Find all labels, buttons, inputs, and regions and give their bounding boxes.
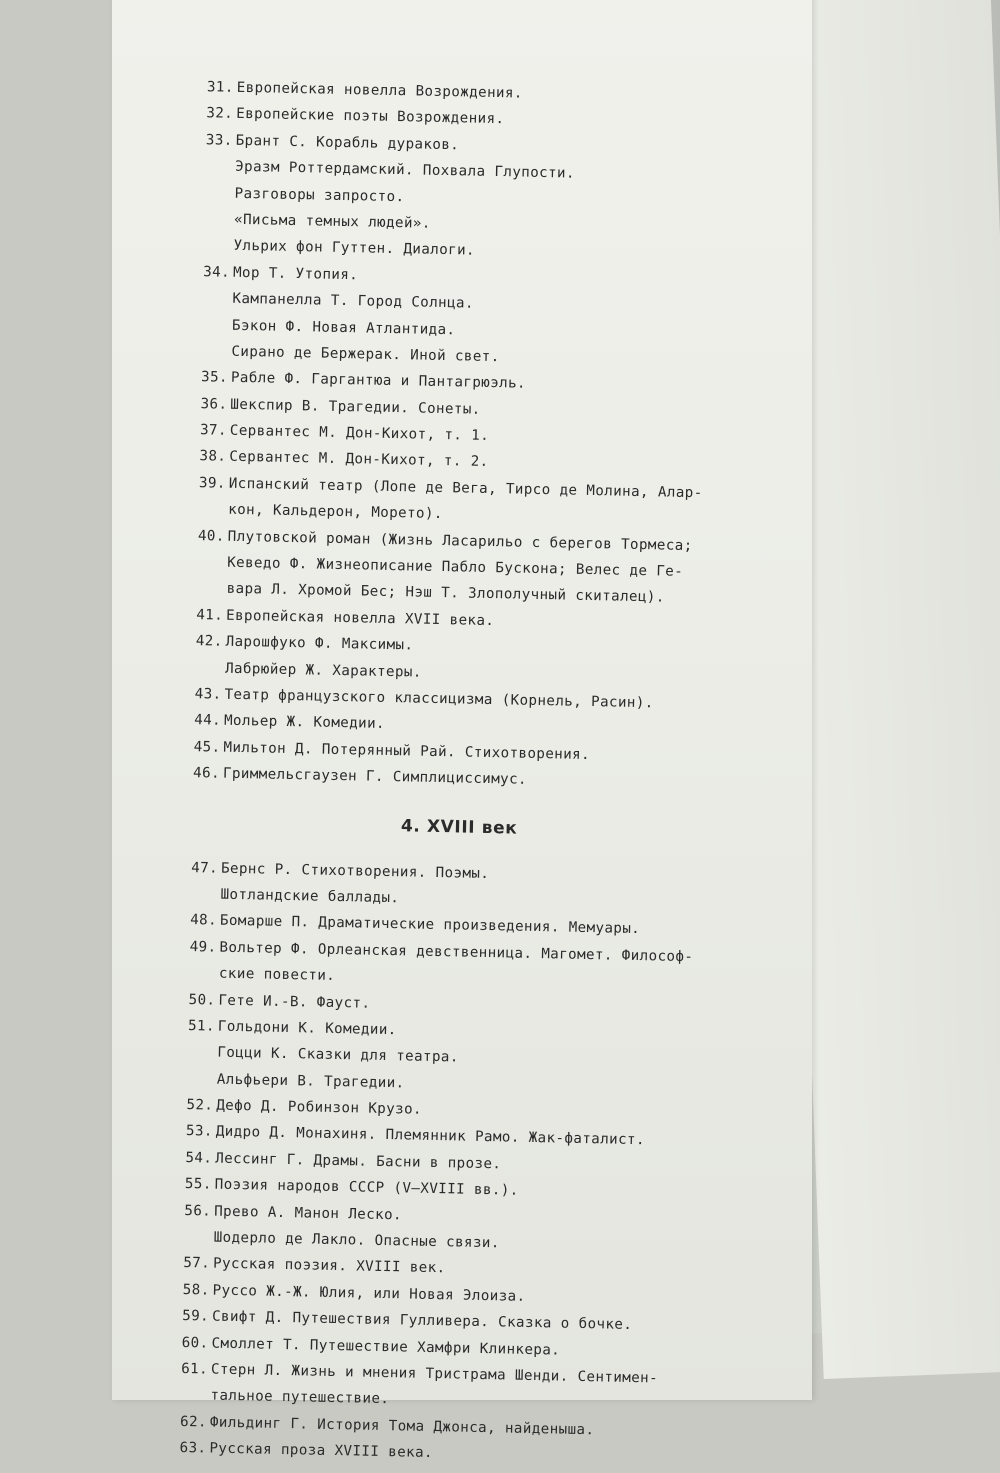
entry-text: Плутовской роман (Жизнь Ласарильо с берегов Тормеса; bbox=[227, 528, 693, 554]
entry-text: Гольдони К. Комедии. bbox=[217, 1018, 397, 1039]
entry-text: Эразм Роттердамский. Похвала Глупости. bbox=[234, 158, 576, 182]
entry-number bbox=[194, 197, 232, 198]
entry-number: 40. bbox=[197, 527, 225, 545]
entry-text: Смоллет Т. Путешествие Хамфри Клинкера. bbox=[211, 1335, 561, 1359]
entries-list-before bbox=[182, 74, 796, 798]
entry-number: 62. bbox=[179, 1413, 208, 1431]
entry-number: 38. bbox=[199, 448, 227, 466]
entry-number: 35. bbox=[200, 369, 229, 386]
entry-number bbox=[193, 223, 231, 224]
entry-text: Шотландские баллады. bbox=[220, 886, 400, 907]
entry-text: Мор Т. Утопия. bbox=[232, 264, 359, 284]
entry-text: Шекспир В. Трагедии. Сонеты. bbox=[230, 396, 481, 418]
entry-text: Бэкон Ф. Новая Атлантида. bbox=[231, 317, 456, 338]
entry-text: Стерн Л. Жизнь и мнения Тристрама Шенди. Сентимен- bbox=[210, 1361, 659, 1387]
entry-number bbox=[179, 898, 217, 899]
entry-text: Сервантес М. Дон-Кихот, т. 2. bbox=[229, 449, 489, 471]
entry-number bbox=[190, 355, 228, 356]
entry-number: 63. bbox=[179, 1440, 207, 1457]
entry-number: 37. bbox=[199, 422, 228, 439]
entry-text: вара Л. Хромой Бес; Нэш Т. Злополучный скиталец). bbox=[226, 581, 665, 606]
entry-text: Гоцци К. Сказки для театра. bbox=[217, 1044, 459, 1066]
entry-text: Разговоры запросто. bbox=[234, 185, 405, 205]
entry-number: 39. bbox=[198, 475, 226, 492]
entry-text: «Письма темных людей». bbox=[233, 211, 431, 232]
entry-text: Лабрюйер Ж. Характеры. bbox=[224, 660, 422, 681]
entry-number bbox=[187, 513, 225, 514]
entry-text: кон, Кальдерон, Морето). bbox=[228, 501, 443, 523]
entry-text: Ульрих фон Гуттен. Диалоги. bbox=[233, 238, 476, 259]
entry-text: Кеведо Ф. Жизнеописание Пабло Бускона; Велес де Ге- bbox=[227, 554, 684, 580]
entry-number: 34. bbox=[203, 263, 231, 281]
entry-number: 57. bbox=[183, 1255, 211, 1272]
entry-text: Свифт Д. Путешествия Гулливера. Сказка о бочке. bbox=[211, 1308, 633, 1334]
entry-text: Сирано де Бержерак. Иной свет. bbox=[231, 343, 500, 366]
entries-list-after bbox=[168, 854, 780, 1473]
entry-text: Гриммельсгаузен Г. Симплициссимус. bbox=[222, 765, 528, 788]
entry-number: 41. bbox=[196, 606, 224, 624]
entry-text: Испанский театр (Лопе де Вега, Тирсо де Молина, Алар- bbox=[228, 475, 703, 502]
entry-text: Дидро Д. Монахиня. Племянник Рамо. Жак-фаталист. bbox=[215, 1124, 646, 1149]
entry-number: 31. bbox=[206, 79, 234, 96]
entry-number bbox=[184, 671, 222, 672]
entry-number: 53. bbox=[185, 1123, 213, 1141]
entry-number: 36. bbox=[200, 395, 228, 413]
entry-number: 59. bbox=[182, 1308, 210, 1325]
entry-number: 50. bbox=[188, 991, 216, 1009]
entry-number bbox=[176, 1082, 214, 1083]
entry-number: 32. bbox=[206, 105, 234, 123]
entry-text: Сервантес М. Дон-Кихот, т. 1. bbox=[229, 422, 490, 445]
entry-text: Ларошфуко Ф. Максимы. bbox=[225, 633, 414, 654]
entry-text: Русская проза XVIII века. bbox=[209, 1440, 434, 1462]
entry-number: 33. bbox=[205, 131, 233, 149]
entry-number bbox=[186, 592, 224, 593]
entry-text: Гете И.-В. Фауст. bbox=[218, 992, 371, 1012]
entry-number bbox=[194, 170, 232, 171]
entry-text: Европейские поэты Возрождения. bbox=[236, 106, 505, 128]
entry-text: Поэзия народов СССР (V—XVIII вв.). bbox=[214, 1176, 519, 1199]
entry-text: Альфьери В. Трагедии. bbox=[216, 1071, 405, 1092]
entry-text: Бернс Р. Стихотворения. Поэмы. bbox=[220, 860, 490, 882]
entry-text: Фильдинг Г. История Тома Джонса, найденыша. bbox=[209, 1414, 595, 1439]
entry-text: Брант С. Корабль дураков. bbox=[235, 132, 460, 154]
entry-number: 52. bbox=[186, 1097, 214, 1114]
entry-text: Театр французского классицизма (Корнель, Расин). bbox=[224, 686, 654, 712]
entry-text: Мильтон Д. Потерянный Рай. Стихотворения. bbox=[223, 739, 591, 763]
entry-text: Кампанелла Т. Город Солнца. bbox=[232, 290, 475, 312]
entry-number: 43. bbox=[194, 686, 222, 703]
entry-number bbox=[191, 328, 229, 329]
entry-text: тальное путешествие. bbox=[210, 1387, 390, 1408]
entry-text: Русская поэзия. XVIII век. bbox=[212, 1255, 446, 1277]
entry-number: 60. bbox=[181, 1334, 209, 1352]
entry-number bbox=[186, 566, 224, 567]
entry-text: Шодерло де Лакло. Опасные связи. bbox=[213, 1229, 500, 1252]
entry-text: Рабле Ф. Гаргантюа и Пантагрюэль. bbox=[230, 370, 527, 392]
entry-text: Лессинг Г. Драмы. Басни в прозе. bbox=[215, 1150, 502, 1173]
entry-text: Вольтер Ф. Орлеанская девственница. Магомет. Философ- bbox=[219, 939, 694, 965]
entry-number: 47. bbox=[191, 859, 219, 877]
entry-number bbox=[173, 1241, 211, 1242]
entry-number: 44. bbox=[194, 712, 222, 730]
entry-text: Мольер Ж. Комедии. bbox=[223, 713, 386, 733]
entry-text: Европейская новелла Возрождения. bbox=[236, 79, 523, 102]
entry-text: ские повести. bbox=[218, 965, 336, 985]
entry-text: Руссо Ж.-Ж. Юлия, или Новая Элоиза. bbox=[212, 1282, 526, 1305]
section-heading: 4. XVIII век bbox=[400, 815, 518, 839]
entry-number: 55. bbox=[184, 1176, 212, 1193]
entry-number bbox=[176, 1056, 214, 1057]
entry-number bbox=[192, 249, 230, 250]
entry-number: 48. bbox=[190, 912, 218, 929]
entry-number: 51. bbox=[187, 1017, 216, 1035]
entry-number: 42. bbox=[195, 633, 223, 650]
entry-number bbox=[191, 302, 229, 303]
entry-number: 46. bbox=[192, 765, 221, 782]
entry-number: 45. bbox=[193, 738, 221, 756]
entry-number bbox=[178, 977, 216, 978]
entry-number: 61. bbox=[181, 1360, 209, 1378]
entry-number: 58. bbox=[182, 1281, 210, 1299]
book-list-content bbox=[168, 74, 796, 1473]
entry-text: Европейская новелла XVII века. bbox=[225, 607, 495, 629]
entry-text: Бомарше П. Драматические произведения. Мемуары. bbox=[219, 912, 641, 938]
entry-number: 56. bbox=[184, 1202, 212, 1220]
entry-number: 54. bbox=[185, 1149, 213, 1167]
entry-text: Прево А. Манон Леско. bbox=[214, 1203, 403, 1223]
entry-number: 49. bbox=[189, 938, 217, 956]
entry-number bbox=[169, 1399, 207, 1400]
entry-text: Дефо Д. Робинзон Крузо. bbox=[216, 1097, 423, 1118]
